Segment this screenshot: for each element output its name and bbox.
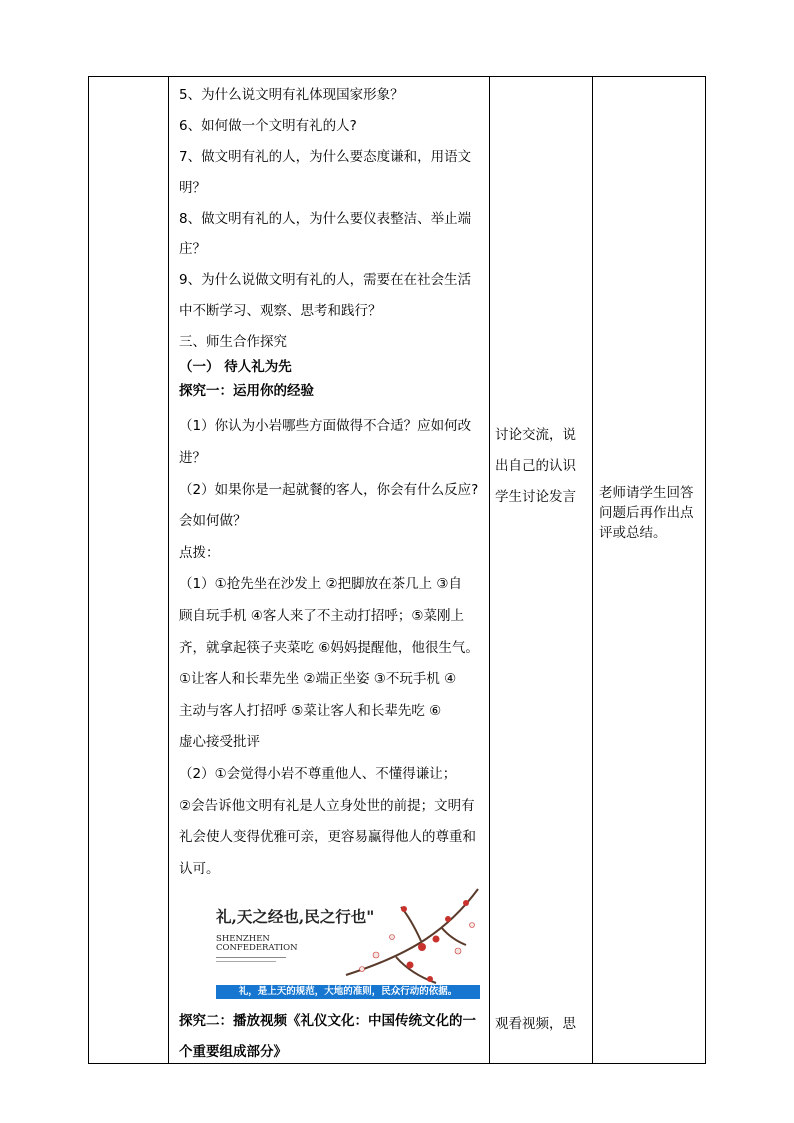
hint-line-4: ①让客人和长辈先坐 ②端正坐姿 ③不玩手机 ④ <box>179 671 457 687</box>
sub-heading: （一） 待人礼为先 <box>179 359 292 375</box>
hint-line-8: ②会告诉他文明有礼是人立身处世的前提；文明有 <box>179 798 475 814</box>
blossom-branch <box>346 889 478 983</box>
student-activity-line3: 学生讨论发言 <box>495 489 576 505</box>
question-7-line1: 7、做文明有礼的人，为什么要态度谦和，用语文 <box>179 149 472 165</box>
hint-line-7: （2）①会觉得小岩不尊重他人、不懂得谦让； <box>179 766 457 782</box>
column-divider-3 <box>592 77 593 1063</box>
hint-line-6: 虚心接受批评 <box>179 734 260 750</box>
poster-title: 礼,天之经也,民之行也" <box>216 907 375 926</box>
teacher-activity-line1: 老师请学生回答 <box>599 485 694 501</box>
column-divider-2 <box>489 77 490 1063</box>
explore1-q1-line2: 进？ <box>179 450 206 466</box>
student-activity-video: 观看视频，思 <box>495 1016 576 1032</box>
explore1-q2-line2: 会如何做？ <box>179 513 247 529</box>
section-heading: 三、师生合作探究 <box>179 334 287 350</box>
lesson-plan-table <box>88 76 706 1064</box>
explore1-q2-line1: （2）如果你是一起就餐的客人，你会有什么反应? <box>179 482 479 498</box>
student-activity-column <box>495 420 587 513</box>
question-9-line1: 9、为什么说做文明有礼的人，需要在在社会生活 <box>179 272 472 288</box>
student-activity-line1: 讨论交流，说 <box>495 427 576 443</box>
column-divider-1 <box>168 77 169 1063</box>
explore1-q1-line1: （1）你认为小岩哪些方面做得不合适？应如何改 <box>179 418 472 434</box>
question-5: 5、为什么说文明有礼体现国家形象？ <box>179 87 404 103</box>
hint-line-3: 齐，就拿起筷子夹菜吃 ⑥妈妈提醒他，他很生气。 <box>179 640 479 656</box>
teacher-activity-line3: 评或总结。 <box>599 525 667 541</box>
hint-line-9: 礼会使人变得优雅可亲，更容易赢得他人的尊重和 <box>179 829 476 845</box>
hint-label: 点拨： <box>179 545 220 561</box>
teacher-activity-column <box>599 483 699 543</box>
explore2-line2: 个重要组成部分》 <box>179 1044 287 1060</box>
hint-line-1: （1）①抢先坐在沙发上 ②把脚放在茶几上 ③自 <box>179 576 462 592</box>
student-activity-line2: 出自己的认识 <box>495 458 576 474</box>
question-8-line1: 8、做文明有礼的人，为什么要仪表整洁、举止端 <box>179 211 472 227</box>
poster-en-line2: CONFEDERATION <box>216 943 298 953</box>
etiquette-poster-image <box>196 879 484 1003</box>
explore1-title: 探究一：运用你的经验 <box>179 383 314 399</box>
explore2-line1: 探究二：播放视频《礼仪文化：中国传统文化的一 <box>179 1013 476 1029</box>
question-8-line2: 庄？ <box>179 241 206 257</box>
question-7-line2: 明？ <box>179 180 206 196</box>
poster-banner: 礼，是上天的规范，大地的准则，民众行动的依据。 <box>216 985 480 999</box>
poster-en-line1: SHENZHEN <box>216 934 270 944</box>
hint-line-5: 主动与客人打招呼 ⑤菜让客人和长辈先吃 ⑥ <box>179 703 442 719</box>
teacher-activity-line2: 问题后再作出点 <box>599 505 694 521</box>
question-9-line2: 中不断学习、观察、思考和践行？ <box>179 303 382 319</box>
hint-line-10: 认可。 <box>179 861 220 877</box>
question-6: 6、如何做一个文明有礼的人? <box>179 118 357 134</box>
hint-line-2: 顾自玩手机 ④客人来了不主动打招呼；⑤菜刚上 <box>179 608 464 624</box>
